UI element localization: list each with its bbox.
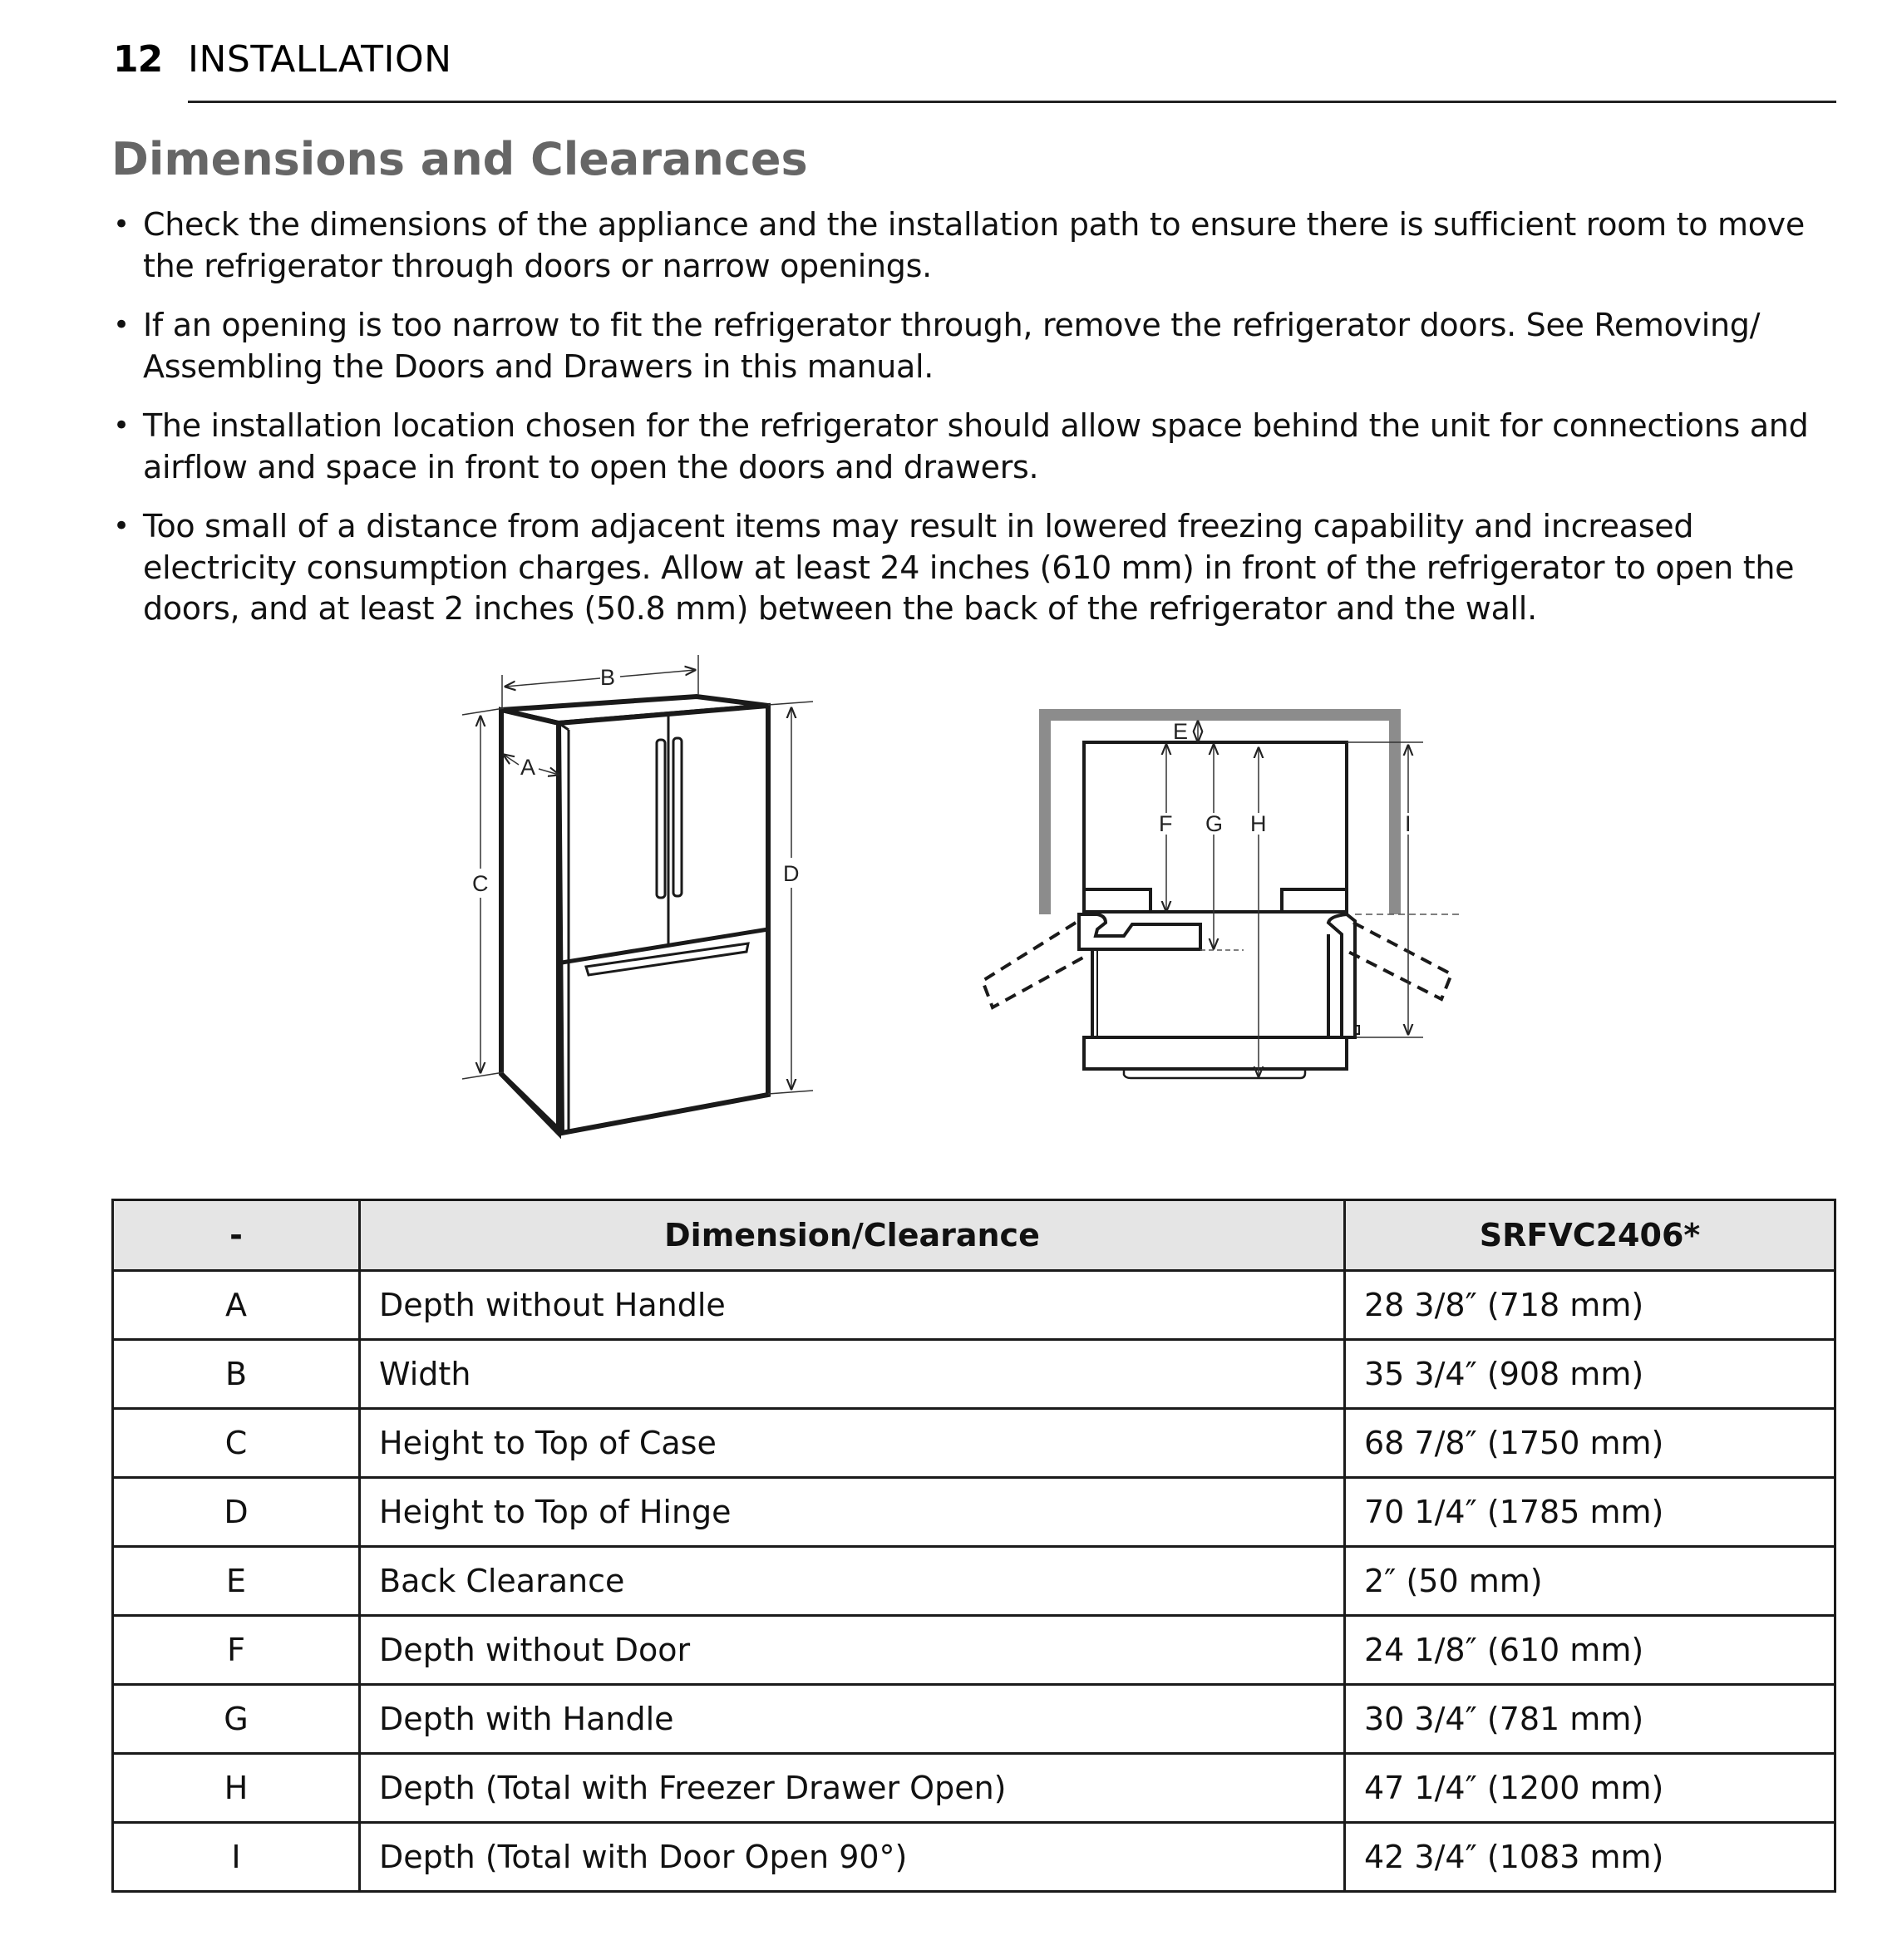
bullet-icon: • xyxy=(113,510,130,543)
section-title: Dimensions and Clearances xyxy=(111,133,808,185)
label-a: A xyxy=(520,755,536,780)
label-i: I xyxy=(1405,811,1412,836)
column-header-key: - xyxy=(113,1200,360,1271)
row-value: 24 1/8″ (610 mm) xyxy=(1345,1616,1835,1685)
bullet-icon: • xyxy=(113,409,130,442)
list-item-text: Too small of a distance from adjacent items may result in lowered freezing capability and increased electricity consumption charges. Allow at least 24 inches (610 mm) in front of the refrigerator to open the doors, and at least 2 inches (50.8 mm) between the back of the refrigerator and the wall. xyxy=(143,508,1795,627)
dimensions-table xyxy=(111,1199,1836,1893)
header-divider xyxy=(188,101,1836,103)
table-row xyxy=(113,1547,1835,1616)
label-d: D xyxy=(783,861,800,886)
row-key: C xyxy=(113,1409,360,1478)
row-key: B xyxy=(113,1340,360,1409)
list-item-text: Check the dimensions of the appliance and the installation path to ensure there is sufficient room to move the refrigerator through doors or narrow openings. xyxy=(143,206,1805,284)
column-header-model: SRFVC2406* xyxy=(1345,1200,1835,1271)
row-label: Depth without Door xyxy=(360,1616,1345,1685)
page-number: 12 xyxy=(113,38,163,81)
row-label: Depth (Total with Freezer Drawer Open) xyxy=(360,1754,1345,1823)
instruction-list xyxy=(111,204,1840,648)
table-row xyxy=(113,1685,1835,1754)
row-value: 70 1/4″ (1785 mm) xyxy=(1345,1478,1835,1547)
row-value: 2″ (50 mm) xyxy=(1345,1547,1835,1616)
table-header-row xyxy=(113,1200,1835,1271)
label-g: G xyxy=(1205,811,1224,836)
row-value: 47 1/4″ (1200 mm) xyxy=(1345,1754,1835,1823)
refrigerator-diagrams xyxy=(0,648,1892,1164)
row-label: Width xyxy=(360,1340,1345,1409)
row-label: Depth (Total with Door Open 90°) xyxy=(360,1823,1345,1892)
list-item-text: The installation location chosen for the refrigerator should allow space behind the unit for connections and airflow and space in front to open the doors and drawers. xyxy=(143,407,1809,485)
row-key: I xyxy=(113,1823,360,1892)
label-c: C xyxy=(472,871,489,896)
front-view-diagram xyxy=(501,697,768,1133)
label-f: F xyxy=(1159,811,1173,836)
row-label: Height to Top of Case xyxy=(360,1409,1345,1478)
table-row xyxy=(113,1340,1835,1409)
bullet-icon: • xyxy=(113,308,130,342)
row-label: Height to Top of Hinge xyxy=(360,1478,1345,1547)
list-item xyxy=(111,305,1840,387)
row-label: Back Clearance xyxy=(360,1547,1345,1616)
row-value: 35 3/4″ (908 mm) xyxy=(1345,1340,1835,1409)
row-value: 42 3/4″ (1083 mm) xyxy=(1345,1823,1835,1892)
row-key: H xyxy=(113,1754,360,1823)
table-row xyxy=(113,1823,1835,1892)
table-row xyxy=(113,1754,1835,1823)
table-row xyxy=(113,1271,1835,1340)
row-value: 68 7/8″ (1750 mm) xyxy=(1345,1409,1835,1478)
list-item-text: If an opening is too narrow to fit the refrigerator through, remove the refrigerator doors. See Removing/ Assembling the Doors and Drawers in this manual. xyxy=(143,307,1761,385)
row-value: 30 3/4″ (781 mm) xyxy=(1345,1685,1835,1754)
page-header xyxy=(113,38,452,88)
top-view-diagram xyxy=(983,715,1460,1078)
list-item xyxy=(111,506,1840,630)
row-label: Depth without Handle xyxy=(360,1271,1345,1340)
row-key: A xyxy=(113,1271,360,1340)
list-item xyxy=(111,406,1840,488)
table-row xyxy=(113,1616,1835,1685)
label-e: E xyxy=(1173,719,1189,744)
row-key: F xyxy=(113,1616,360,1685)
row-key: D xyxy=(113,1478,360,1547)
dimension-figures xyxy=(0,648,1892,1164)
section-name: INSTALLATION xyxy=(188,38,452,81)
row-key: G xyxy=(113,1685,360,1754)
label-h: H xyxy=(1250,811,1267,836)
bullet-icon: • xyxy=(113,208,130,241)
list-item xyxy=(111,204,1840,287)
table-row xyxy=(113,1478,1835,1547)
table-row xyxy=(113,1409,1835,1478)
column-header-dimension: Dimension/Clearance xyxy=(360,1200,1345,1271)
row-value: 28 3/8″ (718 mm) xyxy=(1345,1271,1835,1340)
label-b: B xyxy=(600,665,616,690)
row-label: Depth with Handle xyxy=(360,1685,1345,1754)
row-key: E xyxy=(113,1547,360,1616)
